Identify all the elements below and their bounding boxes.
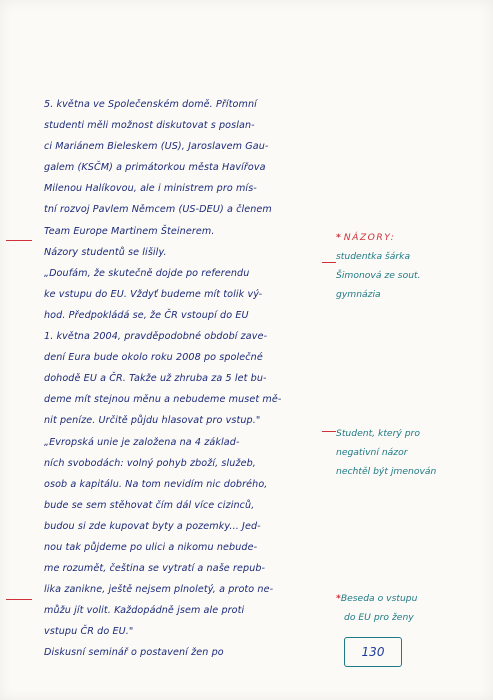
margin-note-line: nechtěl být jmenován — [336, 466, 437, 477]
margin-note-women-seminar — [336, 589, 488, 627]
text-line: Team Europe Martinem Šteinerem. — [44, 225, 215, 237]
margin-note-line: studentka šárka — [336, 251, 411, 262]
text-line: ke vstupu do EU. Vždyť budeme mít tolik vý- — [44, 288, 263, 300]
text-line: ci Mariánem Bieleskem (US), Jaroslavem Gau- — [44, 141, 269, 153]
text-line: 5. května ve Společenském domě. Přítomní — [44, 99, 257, 110]
text-line: galem (KSČM) a primátorkou města Havířova — [44, 162, 266, 174]
margin-note-line: negativní názor — [336, 447, 408, 458]
text-line: studenti měli možnost diskutovat s poslan- — [44, 120, 255, 132]
text-line: tní rozvoj Pavlem Němcem (US-DEU) a členem — [44, 204, 272, 216]
text-line: nit peníze. Určitě půjdu hlasovat pro vstup." — [44, 415, 261, 427]
text-line: 1. května 2004, pravděpodobné období zave- — [44, 331, 268, 343]
page-number-box — [344, 637, 402, 667]
asterisk-icon: * — [336, 593, 341, 604]
text-line: deme mít stejnou měnu a nebudeme muset mě- — [44, 394, 282, 406]
text-line: můžu jít volit. Každopádně jsem ale proti — [44, 605, 245, 617]
text-line: vstupu ČR do EU." — [44, 626, 134, 638]
asterisk-icon: * — [336, 232, 341, 243]
margin-note-line: do EU pro ženy — [344, 612, 414, 623]
text-line: hod. Předpokládá se, že ČR vstoupí do EU — [44, 309, 249, 321]
text-line: Názory studentů se lišily. — [44, 246, 167, 258]
page-number: 130 — [361, 645, 385, 659]
text-line: ních svobodách: volný pohyb zboží, služeb, — [44, 457, 256, 469]
red-margin-dash — [6, 599, 32, 600]
red-connector-dash — [322, 262, 336, 263]
main-text-body — [44, 94, 342, 664]
margin-note-title: * NÁZORY: — [336, 232, 396, 243]
margin-note-line: *Beseda o vstupu — [336, 593, 418, 604]
text-line: bude se sem stěhovat čím dál více cizinců, — [44, 499, 255, 511]
text-line: dení Eura bude okolo roku 2008 po společné — [44, 352, 263, 364]
margin-note-line: gymnázia — [336, 289, 381, 300]
margin-note-opinions — [336, 228, 488, 304]
text-line: Diskusní seminář o postavení žen po — [44, 647, 224, 659]
text-line: „Evropská unie je založena na 4 základ- — [44, 436, 240, 448]
text-line: me rozumět, čeština se vytratí a naše repub- — [44, 563, 266, 575]
text-line: nou tak půjdeme po ulici a nikomu nebude- — [44, 541, 258, 553]
red-margin-dash — [6, 240, 32, 241]
text-line: budou si zde kupovat byty a pozemky... Jed- — [44, 520, 261, 532]
margin-note-line: Šimonová ze sout. — [336, 270, 421, 281]
text-line: dohodě EU a ČR. Takže už zhruba za 5 let bu- — [44, 373, 267, 385]
text-line: osob a kapitálu. Na tom nevidím nic dobrého, — [44, 478, 268, 490]
margin-note-line: Student, který pro — [336, 428, 420, 439]
margin-note-anonymous-student — [336, 424, 488, 481]
red-connector-dash — [322, 431, 336, 432]
text-line: „Doufám, že skutečně dojde po referendu — [44, 267, 250, 279]
text-line: Milenou Halíkovou, ale i ministrem pro mís- — [44, 183, 257, 195]
text-line: lika zanikne, ještě nejsem plnoletý, a proto ne- — [44, 584, 274, 596]
